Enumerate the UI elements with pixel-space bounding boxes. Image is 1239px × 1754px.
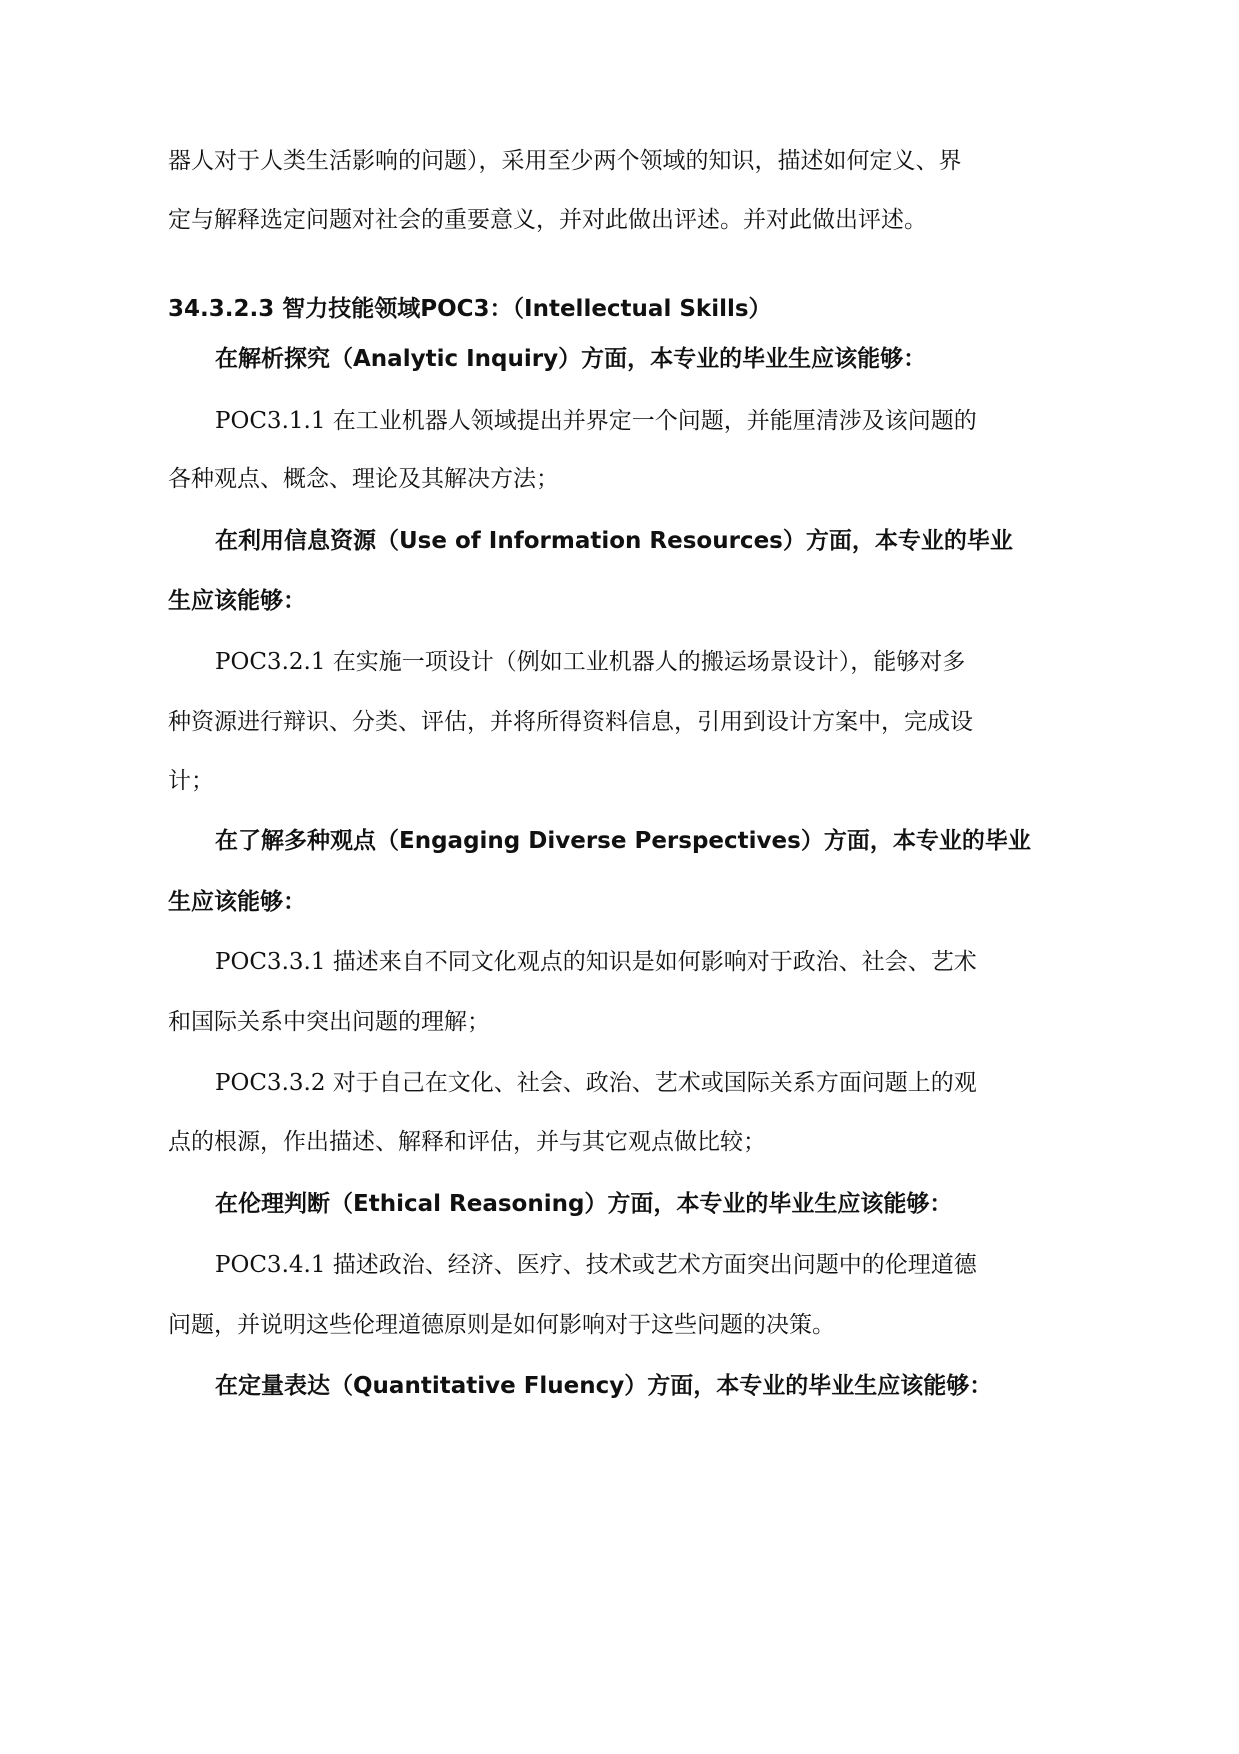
subsection-intro: 在伦理判断（Ethical Reasoning）方面，本专业的毕业生应该能够： [215,1191,953,1217]
subsection-intro: 生应该能够： [168,889,306,915]
body-text-line: 和国际关系中突出问题的理解； [168,1009,490,1035]
section-heading: 34.3.2.3 智力技能领域POC3：（Intellectual Skills） [168,296,772,322]
body-text-line: 种资源进行辩识、分类、评估，并将所得资料信息，引用到设计方案中，完成设 [168,709,973,735]
subsection-intro: 生应该能够： [168,588,306,614]
body-text-line: 问题，并说明这些伦理道德原则是如何影响对于这些问题的决策。 [168,1312,835,1338]
body-text-line: POC3.3.2 对于自己在文化、社会、政治、艺术或国际关系方面问题上的观 [215,1070,977,1096]
subsection-intro: 在利用信息资源（Use of Information Resources）方面，本专业的毕业 [215,528,1013,554]
subsection-intro: 在了解多种观点（Engaging Diverse Perspectives）方面，本专业的毕业 [215,828,1031,854]
body-text-line: POC3.4.1 描述政治、经济、医疗、技术或艺术方面突出问题中的伦理道德 [215,1252,977,1278]
body-text-line: 器人对于人类生活影响的问题），采用至少两个领域的知识，描述如何定义、界 [168,148,962,174]
subsection-intro: 在定量表达（Quantitative Fluency）方面，本专业的毕业生应该能够： [215,1373,993,1399]
subsection-intro: 在解析探究（Analytic Inquiry）方面，本专业的毕业生应该能够： [215,346,927,372]
body-text-line: POC3.3.1 描述来自不同文化观点的知识是如何影响对于政治、社会、艺术 [215,949,977,975]
body-text-line: 计； [168,768,214,794]
body-text-line: 定与解释选定问题对社会的重要意义，并对此做出评述。并对此做出评述。 [168,207,927,233]
body-text-line: 各种观点、概念、理论及其解决方法； [168,466,559,492]
body-text-line: 点的根源，作出描述、解释和评估，并与其它观点做比较； [168,1129,766,1155]
body-text-line: POC3.1.1 在工业机器人领域提出并界定一个问题，并能厘清涉及该问题的 [215,408,977,434]
body-text-line: POC3.2.1 在实施一项设计（例如工业机器人的搬运场景设计），能够对多 [215,649,966,675]
